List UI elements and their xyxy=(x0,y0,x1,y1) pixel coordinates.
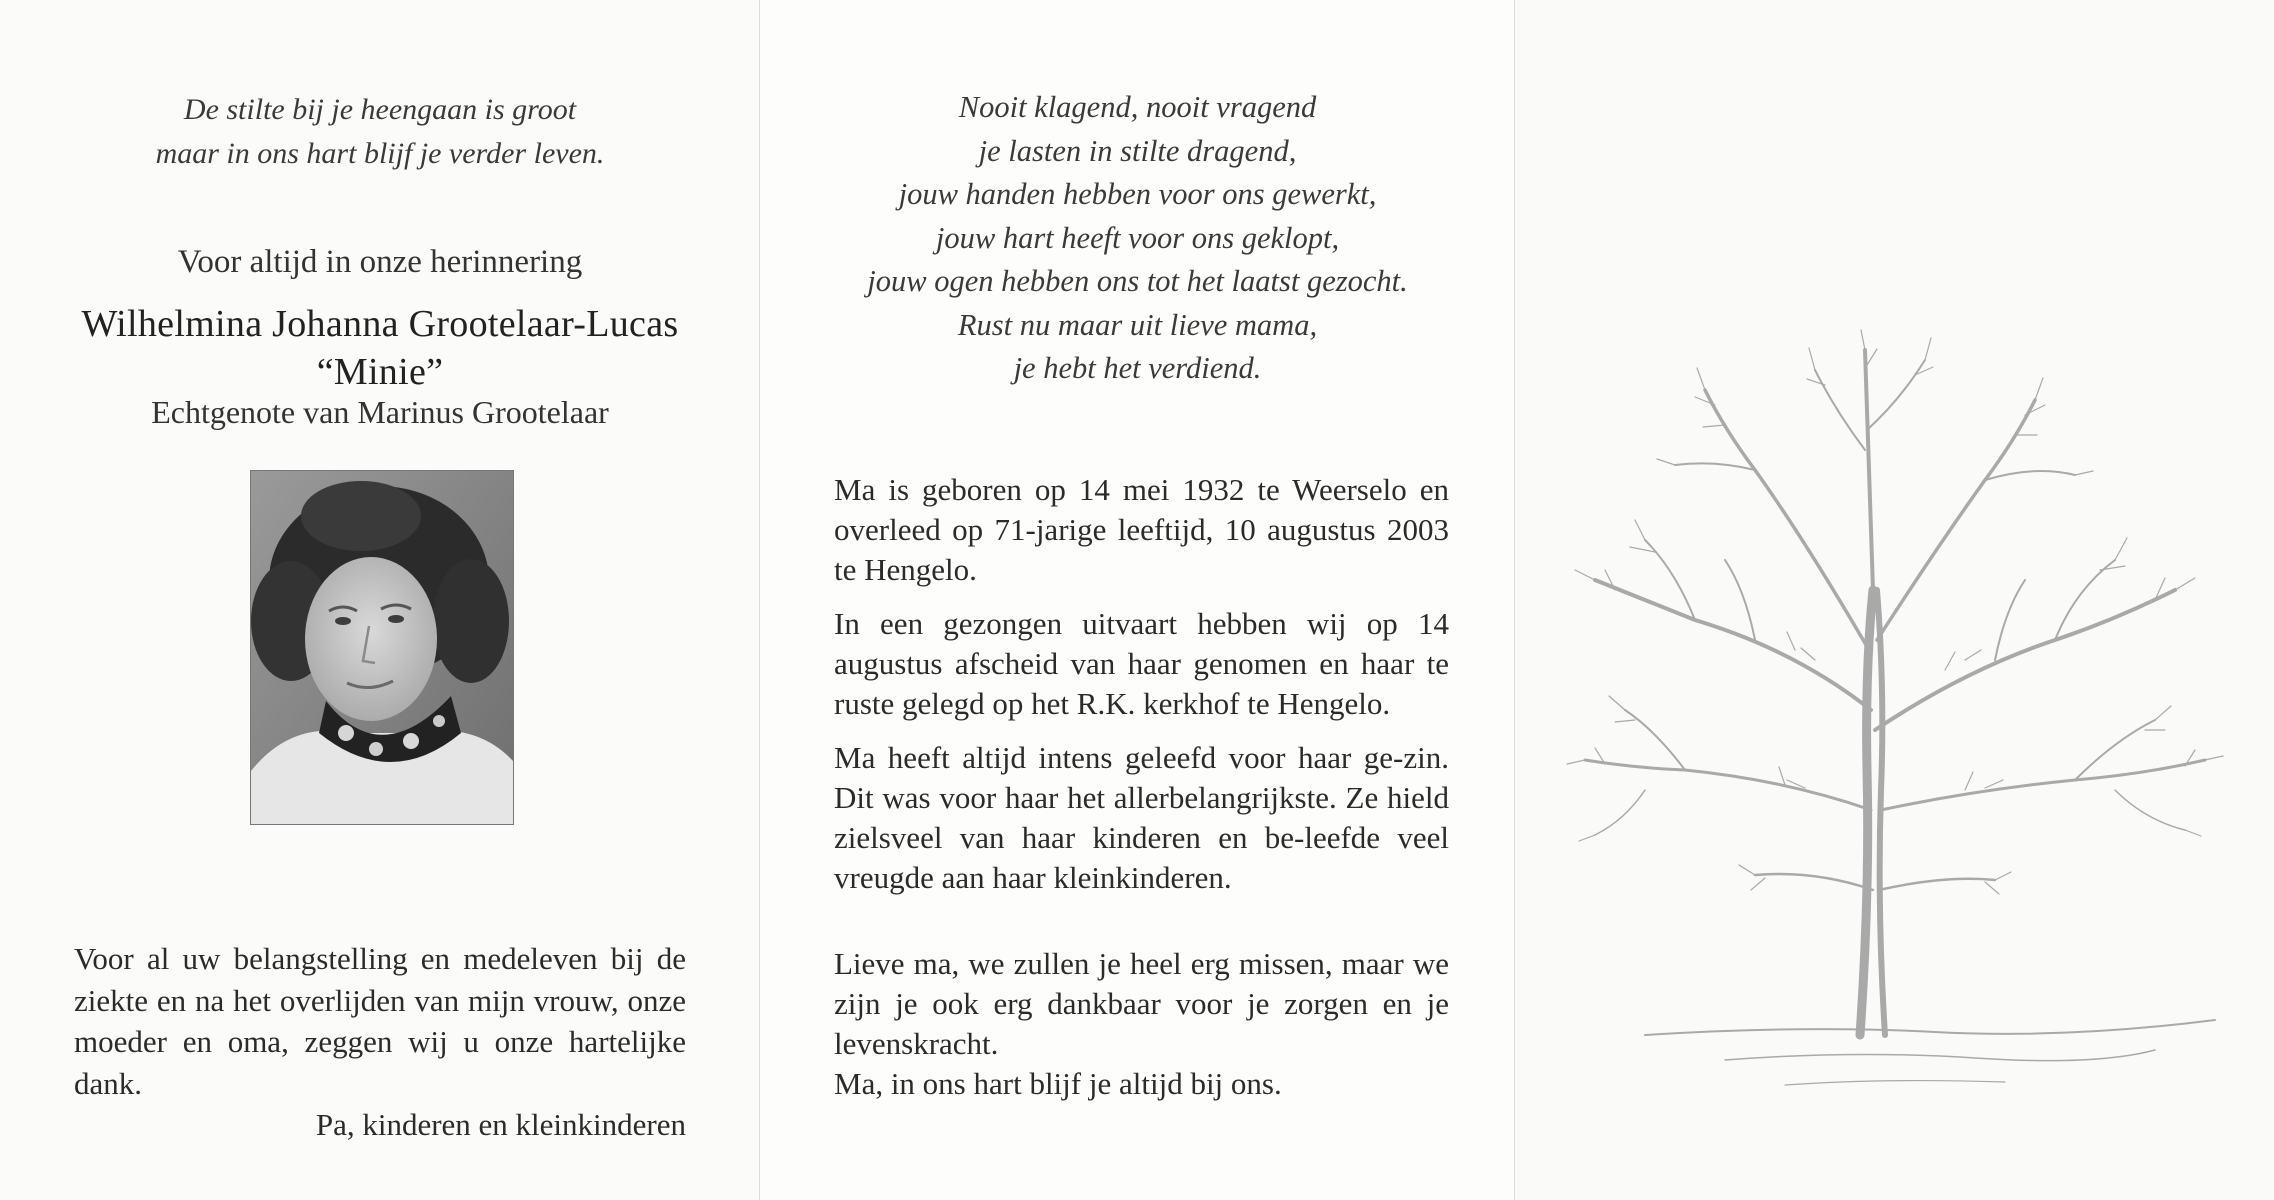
bio-paragraph-farewell: Lieve ma, we zullen je heel erg missen, maar we zijn je ook erg dankbaar voor je zorgen en je levenskracht. xyxy=(834,946,1449,1061)
poem-line: Nooit klagend, nooit vragend xyxy=(958,90,1317,124)
bio-closing-line: Ma, in ons hart blijf je altijd bij ons. xyxy=(834,1066,1282,1101)
left-panel xyxy=(0,0,760,1200)
thanks-text: Voor al uw belangstelling en medeleven bij de ziekte en na het overlijden van mijn vrouw, onze moeder en oma, zeggen wij u onze hartelijke dank. xyxy=(74,941,686,1101)
motto xyxy=(0,88,760,176)
poem-line: je hebt het verdiend. xyxy=(1013,351,1262,385)
portrait-photo xyxy=(250,470,514,825)
nickname: “Minie” xyxy=(316,351,444,393)
bio-paragraph-funeral: In een gezongen uitvaart hebben wij op 14 augustus afscheid van haar genomen en haar te ruste gelegd op het R.K. kerkhof te Hengelo. xyxy=(834,606,1449,721)
poem-line: jouw hart heeft voor ons geklopt, xyxy=(935,220,1340,255)
portrait-image xyxy=(251,471,513,824)
bio-paragraph-family: Ma heeft altijd intens geleefd voor haar ge-zin. Dit was voor haar het allerbelangrijkste. Ze hield zielsveel van haar kinderen en be-leefde veel vreugde aan haar kleinkinderen. xyxy=(834,740,1449,895)
right-panel xyxy=(1515,0,2274,1200)
tree-illustration xyxy=(1555,290,2235,1110)
poem-line: Rust nu maar uit lieve mama, xyxy=(957,307,1318,342)
poem xyxy=(760,86,1515,391)
poem-line: je lasten in stilte dragend, xyxy=(978,133,1297,168)
spouse-line: Echtgenote van Marinus Grootelaar xyxy=(151,394,609,430)
bio-paragraph-birth: Ma is geboren op 14 mei 1932 te Weerselo en overleed op 71-jarige leeftijd, 10 augustus 2003 te Hengelo. xyxy=(834,472,1449,587)
poem-line: jouw ogen hebben ons tot het laatst gezocht. xyxy=(867,264,1408,298)
full-name: Wilhelmina Johanna Grootelaar-Lucas xyxy=(81,303,679,345)
biography xyxy=(834,470,1449,1104)
thanks-signature: Pa, kinderen en kleinkinderen xyxy=(315,1107,686,1142)
motto-line-1: De stilte bij je heengaan is groot xyxy=(183,93,577,126)
middle-panel xyxy=(760,0,1515,1200)
deceased-name-block xyxy=(0,300,760,396)
motto-line-2: maar in ons hart blijf je verder leven. xyxy=(155,137,605,170)
poem-line: jouw handen hebben voor ons gewerkt, xyxy=(898,177,1377,211)
thanks-block xyxy=(74,938,686,1146)
memory-line: Voor altijd in onze herinnering xyxy=(177,244,583,280)
